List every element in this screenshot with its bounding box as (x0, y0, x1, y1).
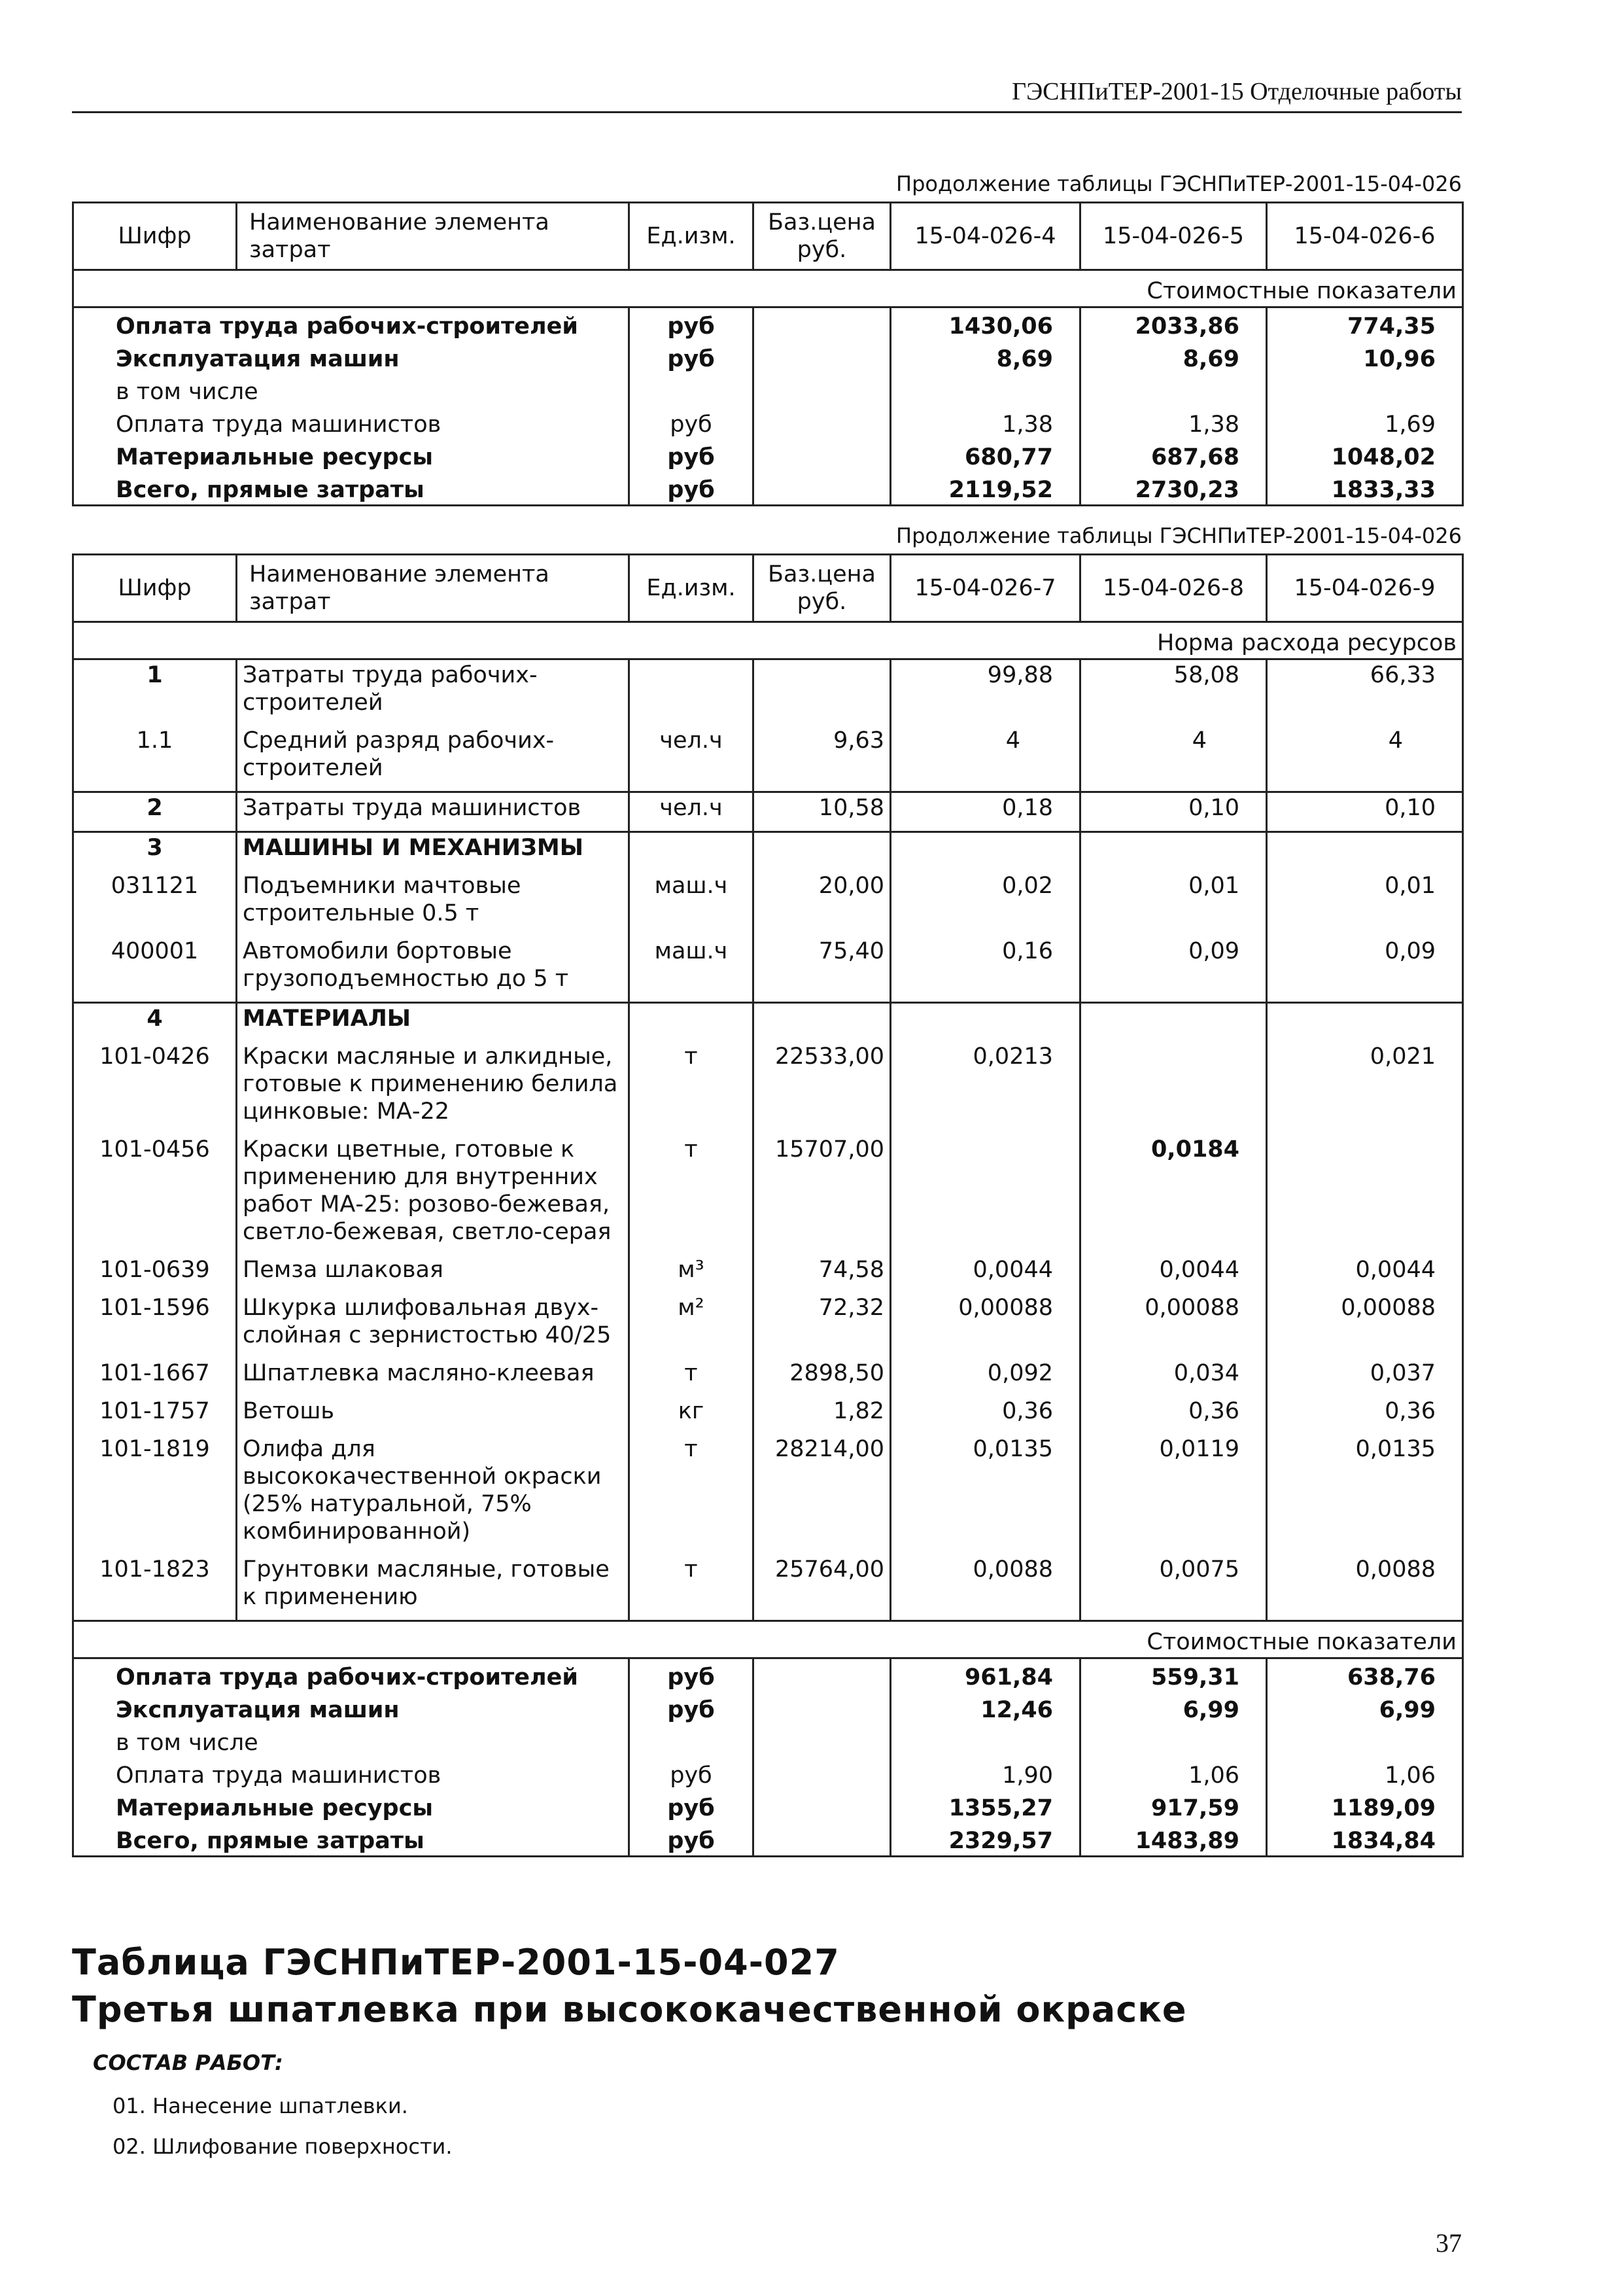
col-header-c2: 15-04-026-5 (1080, 203, 1267, 270)
table2-costs (73, 1658, 1463, 1857)
col-header-price: Баз.цена руб. (753, 555, 891, 622)
cost-value: 1833,33 (1267, 472, 1463, 506)
cost-row (73, 307, 1463, 342)
resource-value: 0,00088 (1080, 1293, 1267, 1358)
cost-section-label: Стоимостные показатели (73, 1621, 1463, 1658)
resource-price: 1,82 (753, 1396, 891, 1434)
cost-value: 1,69 (1267, 406, 1463, 439)
cost-row (73, 406, 1463, 439)
work-item: 01. Нанесение шпатлевки. (112, 2094, 408, 2118)
resource-row (73, 871, 1463, 936)
resource-unit: т (629, 1434, 753, 1554)
resource-value: 0,10 (1080, 792, 1267, 832)
resource-value: 0,10 (1267, 792, 1463, 832)
resource-row (73, 1554, 1463, 1621)
resource-value (1080, 832, 1267, 871)
cost-name: Материальные ресурсы (73, 439, 629, 472)
cost-price (753, 307, 891, 342)
resource-name: Затраты труда рабочих-строителей (237, 659, 629, 726)
cost-row (73, 1823, 1463, 1857)
cost-value: 12,46 (891, 1692, 1080, 1725)
cost-value: 1,38 (1080, 406, 1267, 439)
resource-value: 0,0044 (1267, 1255, 1463, 1293)
cost-name: Эксплуатация машин (73, 341, 629, 374)
col-header-c2: 15-04-026-8 (1080, 555, 1267, 622)
cost-name: в том числе (73, 374, 629, 406)
resource-name: Олифа для высококачественной окраски (25% натуральной, 75% комбинированной) (237, 1434, 629, 1554)
col-header-unit: Ед.изм. (629, 555, 753, 622)
cost-price (753, 472, 891, 506)
resource-price (753, 659, 891, 726)
cost-row (73, 1725, 1463, 1757)
cost-name: Оплата труда рабочих-строителей (73, 1658, 629, 1692)
col-header-name: Наименование элемента затрат (237, 555, 629, 622)
cost-name: Оплата труда машинистов (73, 406, 629, 439)
resource-row (73, 1255, 1463, 1293)
cost-value: 6,99 (1080, 1692, 1267, 1725)
resource-row (73, 1293, 1463, 1358)
table1-caption: Продолжение таблицы ГЭСНПиТЕР-2001-15-04-026 (896, 171, 1462, 196)
cost-row (73, 1757, 1463, 1790)
cost-value (1080, 374, 1267, 406)
resource-unit: м³ (629, 1255, 753, 1293)
col-header-c1: 15-04-026-4 (891, 203, 1080, 270)
cost-value: 680,77 (891, 439, 1080, 472)
resource-row (73, 1042, 1463, 1134)
resource-code: 3 (73, 832, 237, 871)
resource-value (1267, 832, 1463, 871)
cost-price (753, 1725, 891, 1757)
resource-unit: м² (629, 1293, 753, 1358)
resource-name: Автомобили бортовые грузоподъемностью до 5 т (237, 936, 629, 1003)
resource-name: Средний разряд рабочих-строителей (237, 726, 629, 792)
resource-unit: чел.ч (629, 792, 753, 832)
resource-price (753, 1003, 891, 1042)
cost-value: 2329,57 (891, 1823, 1080, 1857)
resource-code: 101-0456 (73, 1134, 237, 1255)
resource-value: 0,0135 (1267, 1434, 1463, 1554)
resource-name: Краски цветные, готовые к применению для внутренних работ МА-25: розово-бежевая, светло-бежевая, светло-серая (237, 1134, 629, 1255)
resource-unit: т (629, 1358, 753, 1396)
resource-value: 4 (1267, 726, 1463, 792)
cost-price (753, 1757, 891, 1790)
resource-unit: маш.ч (629, 871, 753, 936)
resource-code: 1 (73, 659, 237, 726)
resource-price: 28214,00 (753, 1434, 891, 1554)
resource-value (1080, 1042, 1267, 1134)
resource-code: 101-1667 (73, 1358, 237, 1396)
cost-value: 1,38 (891, 406, 1080, 439)
resource-code: 101-0426 (73, 1042, 237, 1134)
resource-unit: чел.ч (629, 726, 753, 792)
table1-header-row (73, 203, 1463, 270)
resource-value (891, 1134, 1080, 1255)
resource-value: 0,00088 (1267, 1293, 1463, 1358)
table2-section-row (73, 622, 1463, 659)
cost-price (753, 341, 891, 374)
cost-price (753, 1823, 891, 1857)
resource-price: 22533,00 (753, 1042, 891, 1134)
resource-value: 0,02 (891, 871, 1080, 936)
resource-value: 66,33 (1267, 659, 1463, 726)
cost-value: 1,06 (1080, 1757, 1267, 1790)
resource-price (753, 832, 891, 871)
resource-value: 0,037 (1267, 1358, 1463, 1396)
cost-value: 917,59 (1080, 1790, 1267, 1823)
resource-name: Шкурка шлифовальная двух-слойная с зернистостью 40/25 (237, 1293, 629, 1358)
resource-unit (629, 832, 753, 871)
section-label: Стоимостные показатели (73, 270, 1463, 307)
table2-cost-section-row (73, 1621, 1463, 1658)
cost-unit (629, 1725, 753, 1757)
resource-unit: кг (629, 1396, 753, 1434)
cost-unit: руб (629, 1658, 753, 1692)
cost-unit: руб (629, 439, 753, 472)
resource-unit: т (629, 1042, 753, 1134)
resource-name: Ветошь (237, 1396, 629, 1434)
cost-unit (629, 374, 753, 406)
cost-row (73, 1790, 1463, 1823)
cost-value (1267, 374, 1463, 406)
resource-name: МАТЕРИАЛЫ (237, 1003, 629, 1042)
resource-value: 0,0213 (891, 1042, 1080, 1134)
col-header-c3: 15-04-026-9 (1267, 555, 1463, 622)
resource-name: Грунтовки масляные, готовые к применению (237, 1554, 629, 1621)
cost-value: 2033,86 (1080, 307, 1267, 342)
cost-value: 8,69 (891, 341, 1080, 374)
page-number: 37 (1436, 2228, 1462, 2258)
cost-row (73, 374, 1463, 406)
table1-body (73, 307, 1463, 506)
cost-value (1080, 1725, 1267, 1757)
cost-row (73, 341, 1463, 374)
resource-value: 0,0088 (891, 1554, 1080, 1621)
header-title: ГЭСНПиТЕР-2001-15 Отделочные работы (1012, 78, 1462, 105)
resource-code: 101-0639 (73, 1255, 237, 1293)
table2-items (73, 659, 1463, 1621)
table1-section-row (73, 270, 1463, 307)
cost-value: 6,99 (1267, 1692, 1463, 1725)
cost-unit: руб (629, 341, 753, 374)
resource-value: 58,08 (1080, 659, 1267, 726)
resource-value: 0,0044 (1080, 1255, 1267, 1293)
cost-value: 774,35 (1267, 307, 1463, 342)
cost-value: 1483,89 (1080, 1823, 1267, 1857)
cost-price (753, 374, 891, 406)
resource-value (1267, 1134, 1463, 1255)
cost-value: 1355,27 (891, 1790, 1080, 1823)
resource-price: 15707,00 (753, 1134, 891, 1255)
resource-unit: т (629, 1554, 753, 1621)
resource-value: 0,0088 (1267, 1554, 1463, 1621)
cost-value: 1,90 (891, 1757, 1080, 1790)
cost-value: 2119,52 (891, 472, 1080, 506)
resource-value: 0,00088 (891, 1293, 1080, 1358)
resource-value: 0,16 (891, 936, 1080, 1003)
cost-value: 1189,09 (1267, 1790, 1463, 1823)
resource-code: 1.1 (73, 726, 237, 792)
cost-price (753, 1658, 891, 1692)
resource-price: 75,40 (753, 936, 891, 1003)
col-header-code: Шифр (73, 203, 237, 270)
resource-price: 10,58 (753, 792, 891, 832)
resource-price: 72,32 (753, 1293, 891, 1358)
resource-value: 0,0135 (891, 1434, 1080, 1554)
col-header-c1: 15-04-026-7 (891, 555, 1080, 622)
table2-caption: Продолжение таблицы ГЭСНПиТЕР-2001-15-04-026 (896, 523, 1462, 548)
resource-code: 4 (73, 1003, 237, 1042)
resource-value: 0,36 (891, 1396, 1080, 1434)
cost-value: 2730,23 (1080, 472, 1267, 506)
cost-unit: руб (629, 307, 753, 342)
cost-row (73, 439, 1463, 472)
cost-row (73, 472, 1463, 506)
col-header-unit: Ед.изм. (629, 203, 753, 270)
resource-value: 0,092 (891, 1358, 1080, 1396)
table-title: Таблица ГЭСНПиТЕР-2001-15-04-027 (72, 1942, 840, 1983)
resource-value: 0,36 (1080, 1396, 1267, 1434)
cost-name: Всего, прямые затраты (73, 472, 629, 506)
resource-value (891, 832, 1080, 871)
resource-name: Подъемники мачтовые строительные 0.5 т (237, 871, 629, 936)
resource-value: 0,034 (1080, 1358, 1267, 1396)
resource-value: 4 (1080, 726, 1267, 792)
resource-code: 031121 (73, 871, 237, 936)
resource-row (73, 659, 1463, 726)
cost-unit: руб (629, 406, 753, 439)
resource-row (73, 792, 1463, 832)
resource-name: Краски масляные и алкидные, готовые к применению белила цинковые: МА-22 (237, 1042, 629, 1134)
page-header (72, 77, 1462, 113)
resource-value: 0,01 (1267, 871, 1463, 936)
resource-code: 101-1596 (73, 1293, 237, 1358)
resource-value: 0,09 (1267, 936, 1463, 1003)
resource-row (73, 1003, 1463, 1042)
resource-name: Пемза шлаковая (237, 1255, 629, 1293)
resource-price: 20,00 (753, 871, 891, 936)
cost-value: 1430,06 (891, 307, 1080, 342)
section-label: Норма расхода ресурсов (73, 622, 1463, 659)
resource-row (73, 936, 1463, 1003)
resource-row (73, 1396, 1463, 1434)
col-header-price: Баз.цена руб. (753, 203, 891, 270)
cost-value: 8,69 (1080, 341, 1267, 374)
col-header-c3: 15-04-026-6 (1267, 203, 1463, 270)
col-header-code: Шифр (73, 555, 237, 622)
cost-value (891, 374, 1080, 406)
resource-price: 2898,50 (753, 1358, 891, 1396)
resource-price: 9,63 (753, 726, 891, 792)
sostav-label: СОСТАВ РАБОТ: (93, 2050, 283, 2075)
resource-value: 0,18 (891, 792, 1080, 832)
cost-name: в том числе (73, 1725, 629, 1757)
resource-value: 0,09 (1080, 936, 1267, 1003)
resource-row (73, 726, 1463, 792)
resource-value: 0,36 (1267, 1396, 1463, 1434)
resource-name: Затраты труда машинистов (237, 792, 629, 832)
cost-name: Всего, прямые затраты (73, 1823, 629, 1857)
cost-value: 961,84 (891, 1658, 1080, 1692)
resource-value: 0,021 (1267, 1042, 1463, 1134)
cost-unit: руб (629, 472, 753, 506)
table-subtitle: Третья шпатлевка при высококачественной окраске (72, 1989, 1187, 2030)
resource-name: Шпатлевка масляно-клеевая (237, 1358, 629, 1396)
resource-value: 0,0044 (891, 1255, 1080, 1293)
resource-unit (629, 1003, 753, 1042)
cost-value (891, 1725, 1080, 1757)
table2-header-row (73, 555, 1463, 622)
cost-price (753, 1790, 891, 1823)
resource-value: 0,0184 (1080, 1134, 1267, 1255)
cost-value: 1834,84 (1267, 1823, 1463, 1857)
resource-value (891, 1003, 1080, 1042)
cost-unit: руб (629, 1757, 753, 1790)
cost-value: 10,96 (1267, 341, 1463, 374)
resource-price: 25764,00 (753, 1554, 891, 1621)
resource-name: МАШИНЫ И МЕХАНИЗМЫ (237, 832, 629, 871)
cost-name: Эксплуатация машин (73, 1692, 629, 1725)
resource-value: 0,0075 (1080, 1554, 1267, 1621)
cost-unit: руб (629, 1790, 753, 1823)
cost-name: Оплата труда рабочих-строителей (73, 307, 629, 342)
cost-name: Оплата труда машинистов (73, 1757, 629, 1790)
resource-value (1267, 1003, 1463, 1042)
cost-row (73, 1692, 1463, 1725)
cost-unit: руб (629, 1692, 753, 1725)
cost-value: 638,76 (1267, 1658, 1463, 1692)
resource-unit (629, 659, 753, 726)
resource-code: 101-1819 (73, 1434, 237, 1554)
resource-value: 99,88 (891, 659, 1080, 726)
cost-price (753, 1692, 891, 1725)
cost-value: 1048,02 (1267, 439, 1463, 472)
resource-row (73, 832, 1463, 871)
resource-code: 2 (73, 792, 237, 832)
resource-value (1080, 1003, 1267, 1042)
resource-value: 4 (891, 726, 1080, 792)
cost-unit: руб (629, 1823, 753, 1857)
resource-row (73, 1434, 1463, 1554)
resource-row (73, 1134, 1463, 1255)
resource-unit: т (629, 1134, 753, 1255)
resource-unit: маш.ч (629, 936, 753, 1003)
resource-row (73, 1358, 1463, 1396)
resource-value: 0,01 (1080, 871, 1267, 936)
cost-value: 1,06 (1267, 1757, 1463, 1790)
resource-price: 74,58 (753, 1255, 891, 1293)
resource-code: 400001 (73, 936, 237, 1003)
table2 (72, 553, 1464, 1857)
cost-name: Материальные ресурсы (73, 1790, 629, 1823)
cost-row (73, 1658, 1463, 1692)
cost-value: 559,31 (1080, 1658, 1267, 1692)
col-header-name: Наименование элемента затрат (237, 203, 629, 270)
cost-value (1267, 1725, 1463, 1757)
work-item: 02. Шлифование поверхности. (112, 2134, 453, 2159)
resource-value: 0,0119 (1080, 1434, 1267, 1554)
cost-price (753, 406, 891, 439)
cost-price (753, 439, 891, 472)
cost-value: 687,68 (1080, 439, 1267, 472)
resource-code: 101-1757 (73, 1396, 237, 1434)
resource-code: 101-1823 (73, 1554, 237, 1621)
table1 (72, 201, 1464, 506)
